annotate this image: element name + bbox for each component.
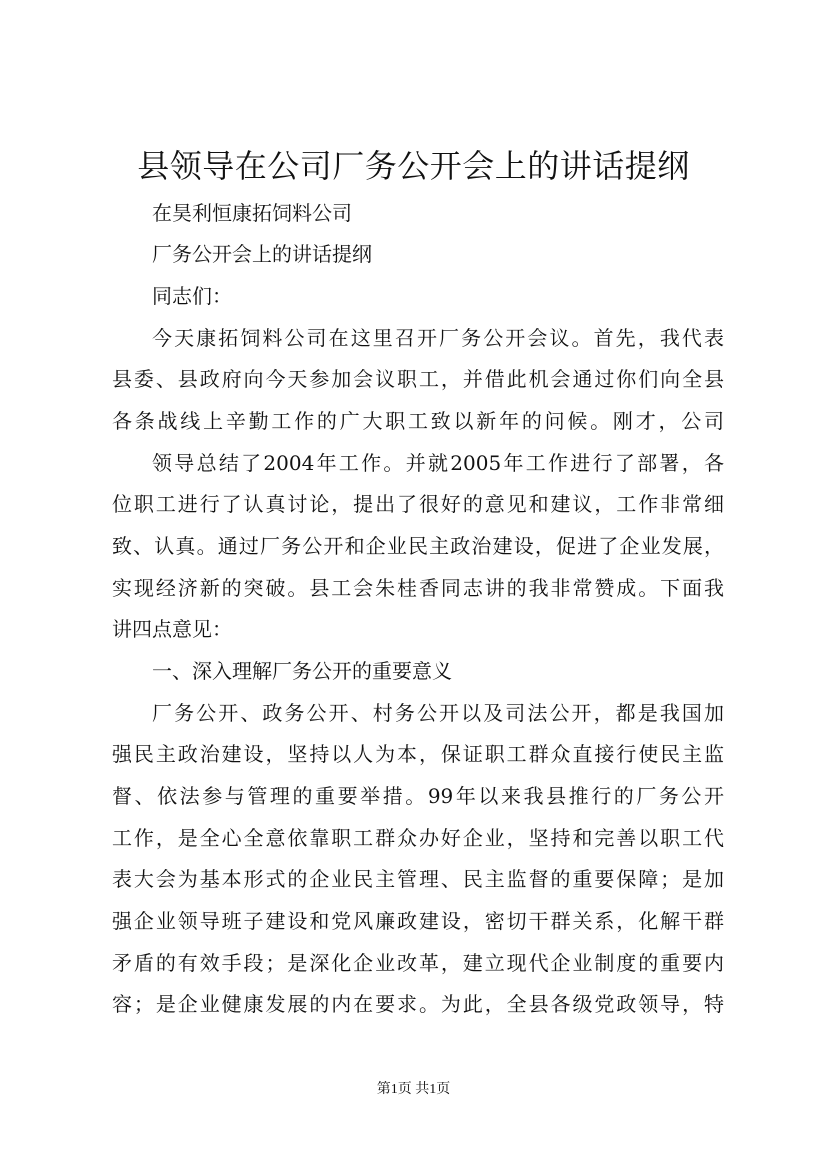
text-line: 讲四点意见： <box>112 617 232 641</box>
text-line: 各条战线上辛勤工作的广大职工致以新年的问候。刚才，公司 <box>112 409 724 433</box>
text-line: 致、认真。通过厂务公开和企业民主政治建设，促进了企业发展， <box>112 534 724 558</box>
text-line: 同志们： <box>152 284 232 308</box>
section-heading: 一、深入理解厂务公开的重要意义 <box>152 659 452 683</box>
text-line: 工作，是全心全意依靠职工群众办好企业，坚持和完善以职工代 <box>112 826 724 850</box>
text-line: 强企业领导班子建设和党风廉政建设，密切干群关系，化解干群 <box>112 909 724 933</box>
text-line: 县委、县政府向今天参加会议职工，并借此机会通过你们向全县 <box>112 367 724 391</box>
text-line: 领导总结了2004年工作。并就2005年工作进行了部署，各 <box>152 451 724 475</box>
text-line: 容；是企业健康发展的内在要求。为此，全县各级党政领导，特 <box>112 992 724 1016</box>
text-line: 位职工进行了认真讨论，提出了很好的意见和建议，工作非常细 <box>112 492 724 516</box>
text-line: 今天康拓饲料公司在这里召开厂务公开会议。首先，我代表 <box>152 326 724 350</box>
page-number-footer: 第1页 共1页 <box>376 1082 451 1097</box>
text-line: 厂务公开会上的讲话提纲 <box>152 242 372 266</box>
text-line: 表大会为基本形式的企业民主管理、民主监督的重要保障；是加 <box>112 867 724 891</box>
text-line: 矛盾的有效手段；是深化企业改革，建立现代企业制度的重要内 <box>112 951 724 975</box>
text-line: 厂务公开、政务公开、村务公开以及司法公开，都是我国加 <box>152 701 724 725</box>
document-title: 县领导在公司厂务公开会上的讲话提纲 <box>137 147 690 185</box>
text-line: 强民主政治建设，坚持以人为本，保证职工群众直接行使民主监 <box>112 742 724 766</box>
text-line: 督、依法参与管理的重要举措。99年以来我县推行的厂务公开 <box>112 784 724 808</box>
text-line: 在昊利恒康拓饲料公司 <box>152 201 352 225</box>
text-line: 实现经济新的突破。县工会朱桂香同志讲的我非常赞成。下面我 <box>112 576 724 600</box>
